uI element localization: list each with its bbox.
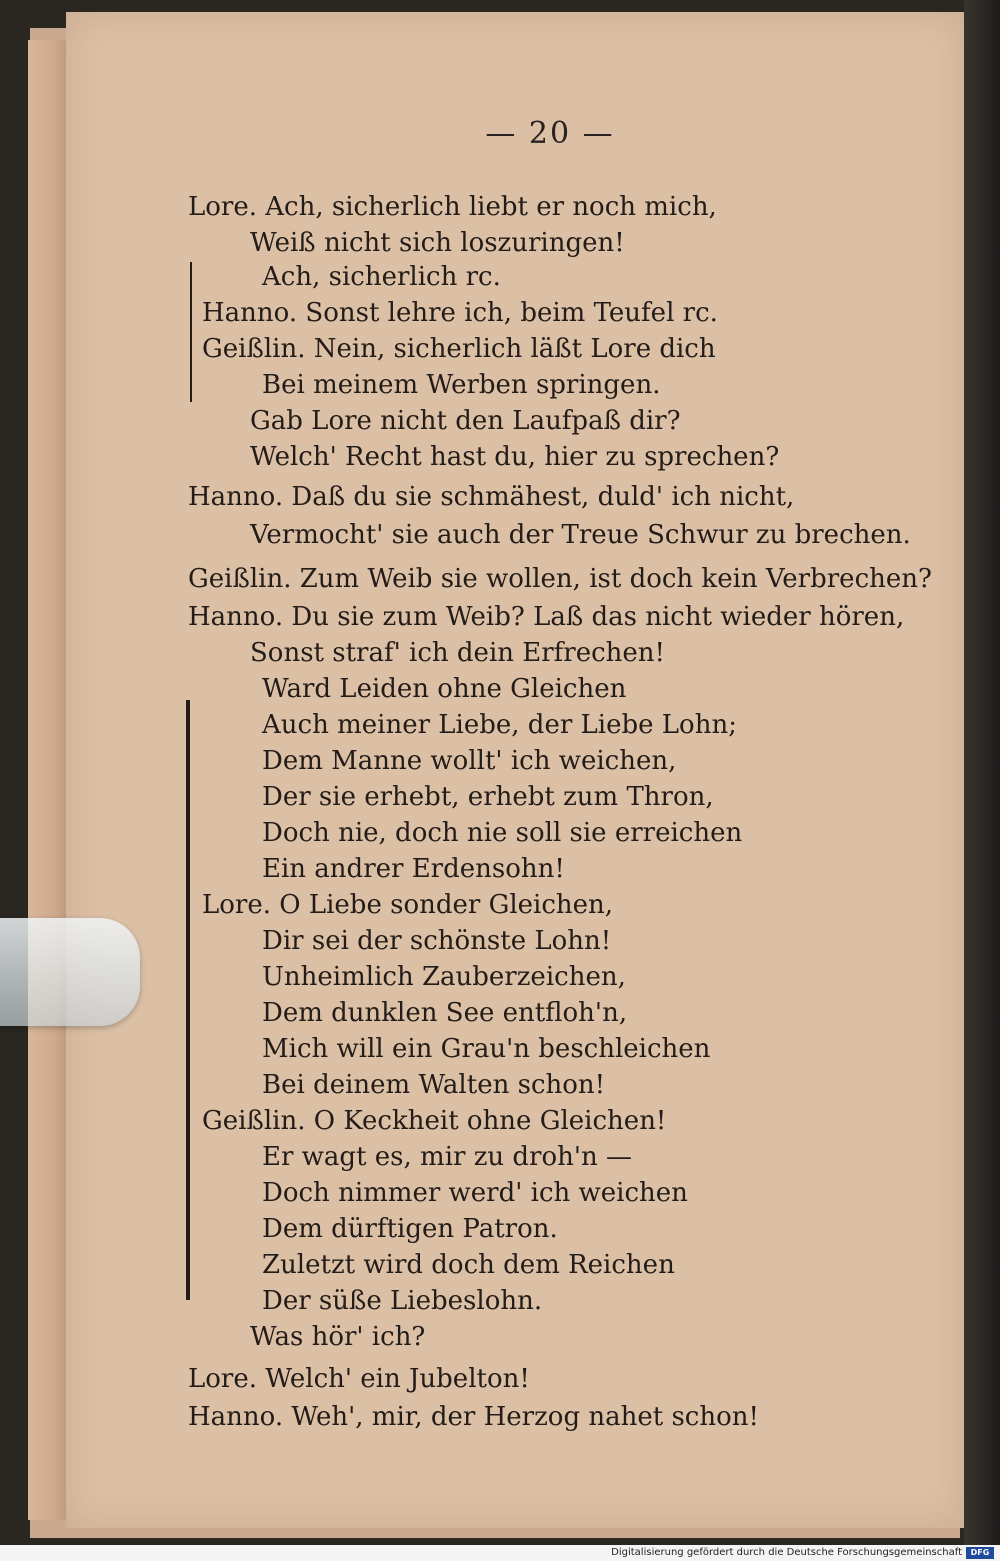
text-line-7: Gab Lore nicht den Laufpaß dir? [250, 406, 681, 436]
text-line-33: Lore. Welch' ein Jubelton! [188, 1364, 530, 1394]
text-line-14: Ward Leiden ohne Gleichen [262, 674, 627, 704]
text-line-28: Doch nimmer werd' ich weichen [262, 1178, 688, 1208]
text-line-26: Geißlin. O Keckheit ohne Gleichen! [202, 1106, 667, 1136]
text-line-34: Hanno. Weh', mir, der Herzog nahet schon! [188, 1402, 759, 1432]
text-line-16: Dem Manne wollt' ich weichen, [262, 746, 677, 776]
text-line-23: Dem dunklen See entfloh'n, [262, 998, 628, 1028]
scanner-thumb-holder [0, 918, 140, 1026]
footer-credit: Digitalisierung gefördert durch die Deutsche Forschungsgemeinschaft [611, 1547, 962, 1558]
text-line-17: Der sie erhebt, erhebt zum Thron, [262, 782, 714, 812]
text-line-29: Dem dürftigen Patron. [262, 1214, 558, 1244]
text-line-24: Mich will ein Grau'n beschleichen [262, 1034, 711, 1064]
dfg-logo: DFG [966, 1547, 994, 1559]
brace-ensemble-2 [186, 700, 190, 1300]
text-line-18: Doch nie, doch nie soll sie erreichen [262, 818, 743, 848]
book-spine-shadow [964, 0, 1000, 1545]
text-line-5: Geißlin. Nein, sicherlich läßt Lore dich [202, 334, 716, 364]
page-number: — 20 — [485, 116, 615, 151]
text-line-9: Hanno. Daß du sie schmähest, duld' ich nicht, [188, 482, 795, 512]
text-line-15: Auch meiner Liebe, der Liebe Lohn; [262, 710, 737, 740]
text-line-11: Geißlin. Zum Weib sie wollen, ist doch kein Verbrechen? [188, 564, 932, 594]
text-line-1: Lore. Ach, sicherlich liebt er noch mich, [188, 192, 717, 222]
text-line-27: Er wagt es, mir zu droh'n — [262, 1142, 633, 1172]
text-line-3: Ach, sicherlich rc. [262, 262, 501, 292]
text-line-10: Vermocht' sie auch der Treue Schwur zu brechen. [250, 520, 911, 550]
text-line-31: Der süße Liebeslohn. [262, 1286, 543, 1316]
text-line-4: Hanno. Sonst lehre ich, beim Teufel rc. [202, 298, 718, 328]
text-line-21: Dir sei der schönste Lohn! [262, 926, 612, 956]
text-line-22: Unheimlich Zauberzeichen, [262, 962, 626, 992]
text-line-8: Welch' Recht hast du, hier zu sprechen? [250, 442, 780, 472]
text-line-19: Ein andrer Erdensohn! [262, 854, 565, 884]
text-line-30: Zuletzt wird doch dem Reichen [262, 1250, 675, 1280]
text-line-20: Lore. O Liebe sonder Gleichen, [202, 890, 614, 920]
text-line-2: Weiß nicht sich loszuringen! [250, 228, 625, 258]
text-line-13: Sonst straf' ich dein Erfrechen! [250, 638, 665, 668]
brace-ensemble-1 [190, 262, 192, 402]
text-line-25: Bei deinem Walten schon! [262, 1070, 606, 1100]
text-line-32: Was hör' ich? [250, 1322, 426, 1352]
text-line-6: Bei meinem Werben springen. [262, 370, 661, 400]
text-line-12: Hanno. Du sie zum Weib? Laß das nicht wieder hören, [188, 602, 905, 632]
